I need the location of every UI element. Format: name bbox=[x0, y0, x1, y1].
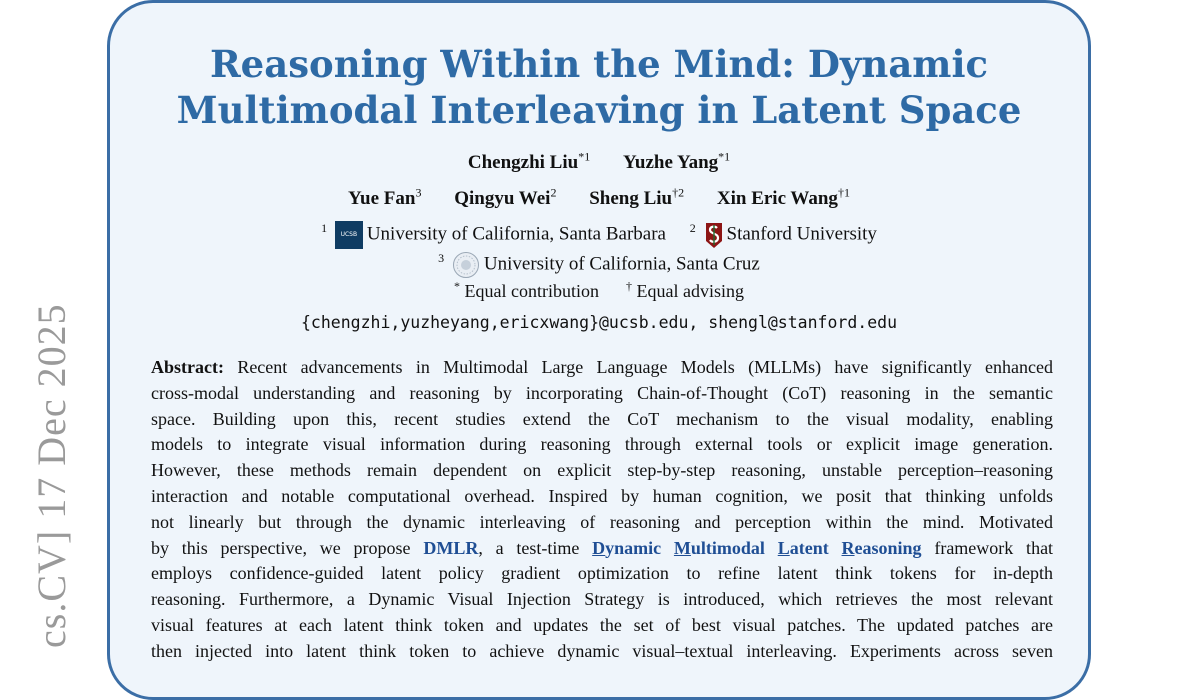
affiliation-ucsb: University of California, Santa Barbara bbox=[366, 223, 666, 245]
author-mark: †2 bbox=[672, 185, 685, 200]
abstract-line: not linearly but through the dynamic interleaving of reasoning and perception within the mind. Motivated bbox=[151, 511, 1053, 532]
abstract-text: by this perspective, we propose bbox=[151, 537, 411, 558]
abstract-line: models to integrate visual information during reasoning through external tools or explicit image generation. bbox=[151, 434, 1053, 455]
abstract-text: framework that bbox=[934, 537, 1054, 558]
stanford-logo-icon bbox=[704, 221, 724, 249]
dmlr-link[interactable]: DMLR bbox=[423, 537, 479, 558]
abstract-line: employs confidence-guided latent policy gradient optimization to refine latent think tokens for in-depth bbox=[151, 563, 1053, 584]
title-line-1: Reasoning Within the Mind: Dynamic bbox=[209, 42, 989, 86]
footnote-mark: * bbox=[454, 279, 461, 293]
authors-row-1 bbox=[110, 149, 1088, 174]
abstract-line bbox=[151, 355, 1053, 381]
contribution-notes bbox=[110, 281, 1088, 302]
author bbox=[348, 185, 422, 209]
affiliation-number: 3 bbox=[438, 251, 445, 266]
abstract-label: Abstract: bbox=[151, 357, 224, 377]
author-mark: †1 bbox=[837, 185, 850, 200]
author bbox=[589, 185, 685, 209]
framework-word: easoning bbox=[854, 537, 922, 558]
author bbox=[454, 185, 557, 209]
author-name: Chengzhi Liu bbox=[467, 152, 579, 173]
affiliation-number: 2 bbox=[689, 221, 696, 236]
abstract-text: Recent advancements in Multimodal Large Language Models (MLLMs) have significantly enhanced bbox=[237, 357, 1053, 377]
framework-name bbox=[592, 538, 921, 558]
arxiv-side-identifier: cs.CV] 17 Dec 2025 bbox=[29, 303, 74, 648]
abstract-line: visual features at each latent think token and updates the set of best visual patches. The updated patches are bbox=[151, 614, 1053, 635]
author-name: Yue Fan bbox=[348, 188, 416, 209]
equal-contribution-note: Equal contribution bbox=[464, 281, 599, 301]
author-mark: 2 bbox=[550, 185, 557, 200]
author-name: Qingyu Wei bbox=[454, 188, 551, 209]
ucsc-seal-icon bbox=[452, 251, 480, 279]
author-mark: *1 bbox=[718, 149, 731, 164]
abstract bbox=[151, 355, 1053, 665]
abstract-line: space. Building upon this, recent studies extend the CoT mechanism to the visual modality, enabling bbox=[151, 408, 1053, 429]
ucsb-logo-icon: UCSB bbox=[335, 221, 363, 249]
framework-word: ynamic bbox=[605, 537, 662, 558]
affiliation-stanford: Stanford University bbox=[726, 223, 877, 245]
affiliation-ucsc: University of California, Santa Cruz bbox=[483, 253, 760, 275]
framework-word: ultimodal bbox=[690, 537, 765, 558]
author-name: Yuzhe Yang bbox=[622, 152, 719, 173]
framework-initial: D bbox=[592, 537, 606, 558]
abstract-line: cross-modal understanding and reasoning by incorporating Chain-of-Thought (CoT) reasoning in the semantic bbox=[151, 382, 1053, 403]
author bbox=[716, 185, 850, 209]
abstract-line bbox=[151, 536, 1053, 562]
abstract-line: However, these methods remain dependent on explicit step-by-step reasoning, unstable perception–reasoning bbox=[151, 460, 1053, 481]
authors-row-2 bbox=[110, 185, 1088, 210]
author-emails: {chengzhi,yuzheyang,ericxwang}@ucsb.edu, shengl@stanford.edu bbox=[300, 313, 898, 332]
equal-advising-note: Equal advising bbox=[636, 281, 744, 301]
author-mark: 3 bbox=[415, 185, 422, 200]
framework-initial: M bbox=[673, 537, 691, 558]
title-line-2: Multimodal Interleaving in Latent Space bbox=[176, 88, 1022, 132]
author-name: Sheng Liu bbox=[589, 188, 673, 209]
affiliation-number: 1 bbox=[321, 221, 328, 236]
footnote-mark: † bbox=[626, 279, 632, 293]
framework-word: atent bbox=[789, 537, 829, 558]
affiliations-row-2 bbox=[110, 251, 1088, 279]
framework-initial: R bbox=[841, 537, 855, 558]
author bbox=[622, 149, 731, 173]
abstract-text: , a test-time bbox=[478, 537, 580, 558]
abstract-line: reasoning. Furthermore, a Dynamic Visual Injection Strategy is introduced, which retrieves the most relevant bbox=[151, 589, 1053, 610]
abstract-line: then injected into latent think token to achieve dynamic visual–textual interleaving. Experiments across seven bbox=[151, 640, 1053, 661]
framework-initial: L bbox=[777, 537, 790, 558]
affiliations-row-1 bbox=[110, 221, 1088, 249]
author-mark: *1 bbox=[578, 149, 591, 164]
author-name: Xin Eric Wang bbox=[716, 188, 838, 209]
paper-title bbox=[110, 41, 1088, 133]
paper-header-card bbox=[107, 0, 1091, 700]
abstract-line: interaction and notable computational overhead. Inspired by human cognition, we posit that thinking unfolds bbox=[151, 485, 1053, 506]
author bbox=[467, 149, 591, 173]
